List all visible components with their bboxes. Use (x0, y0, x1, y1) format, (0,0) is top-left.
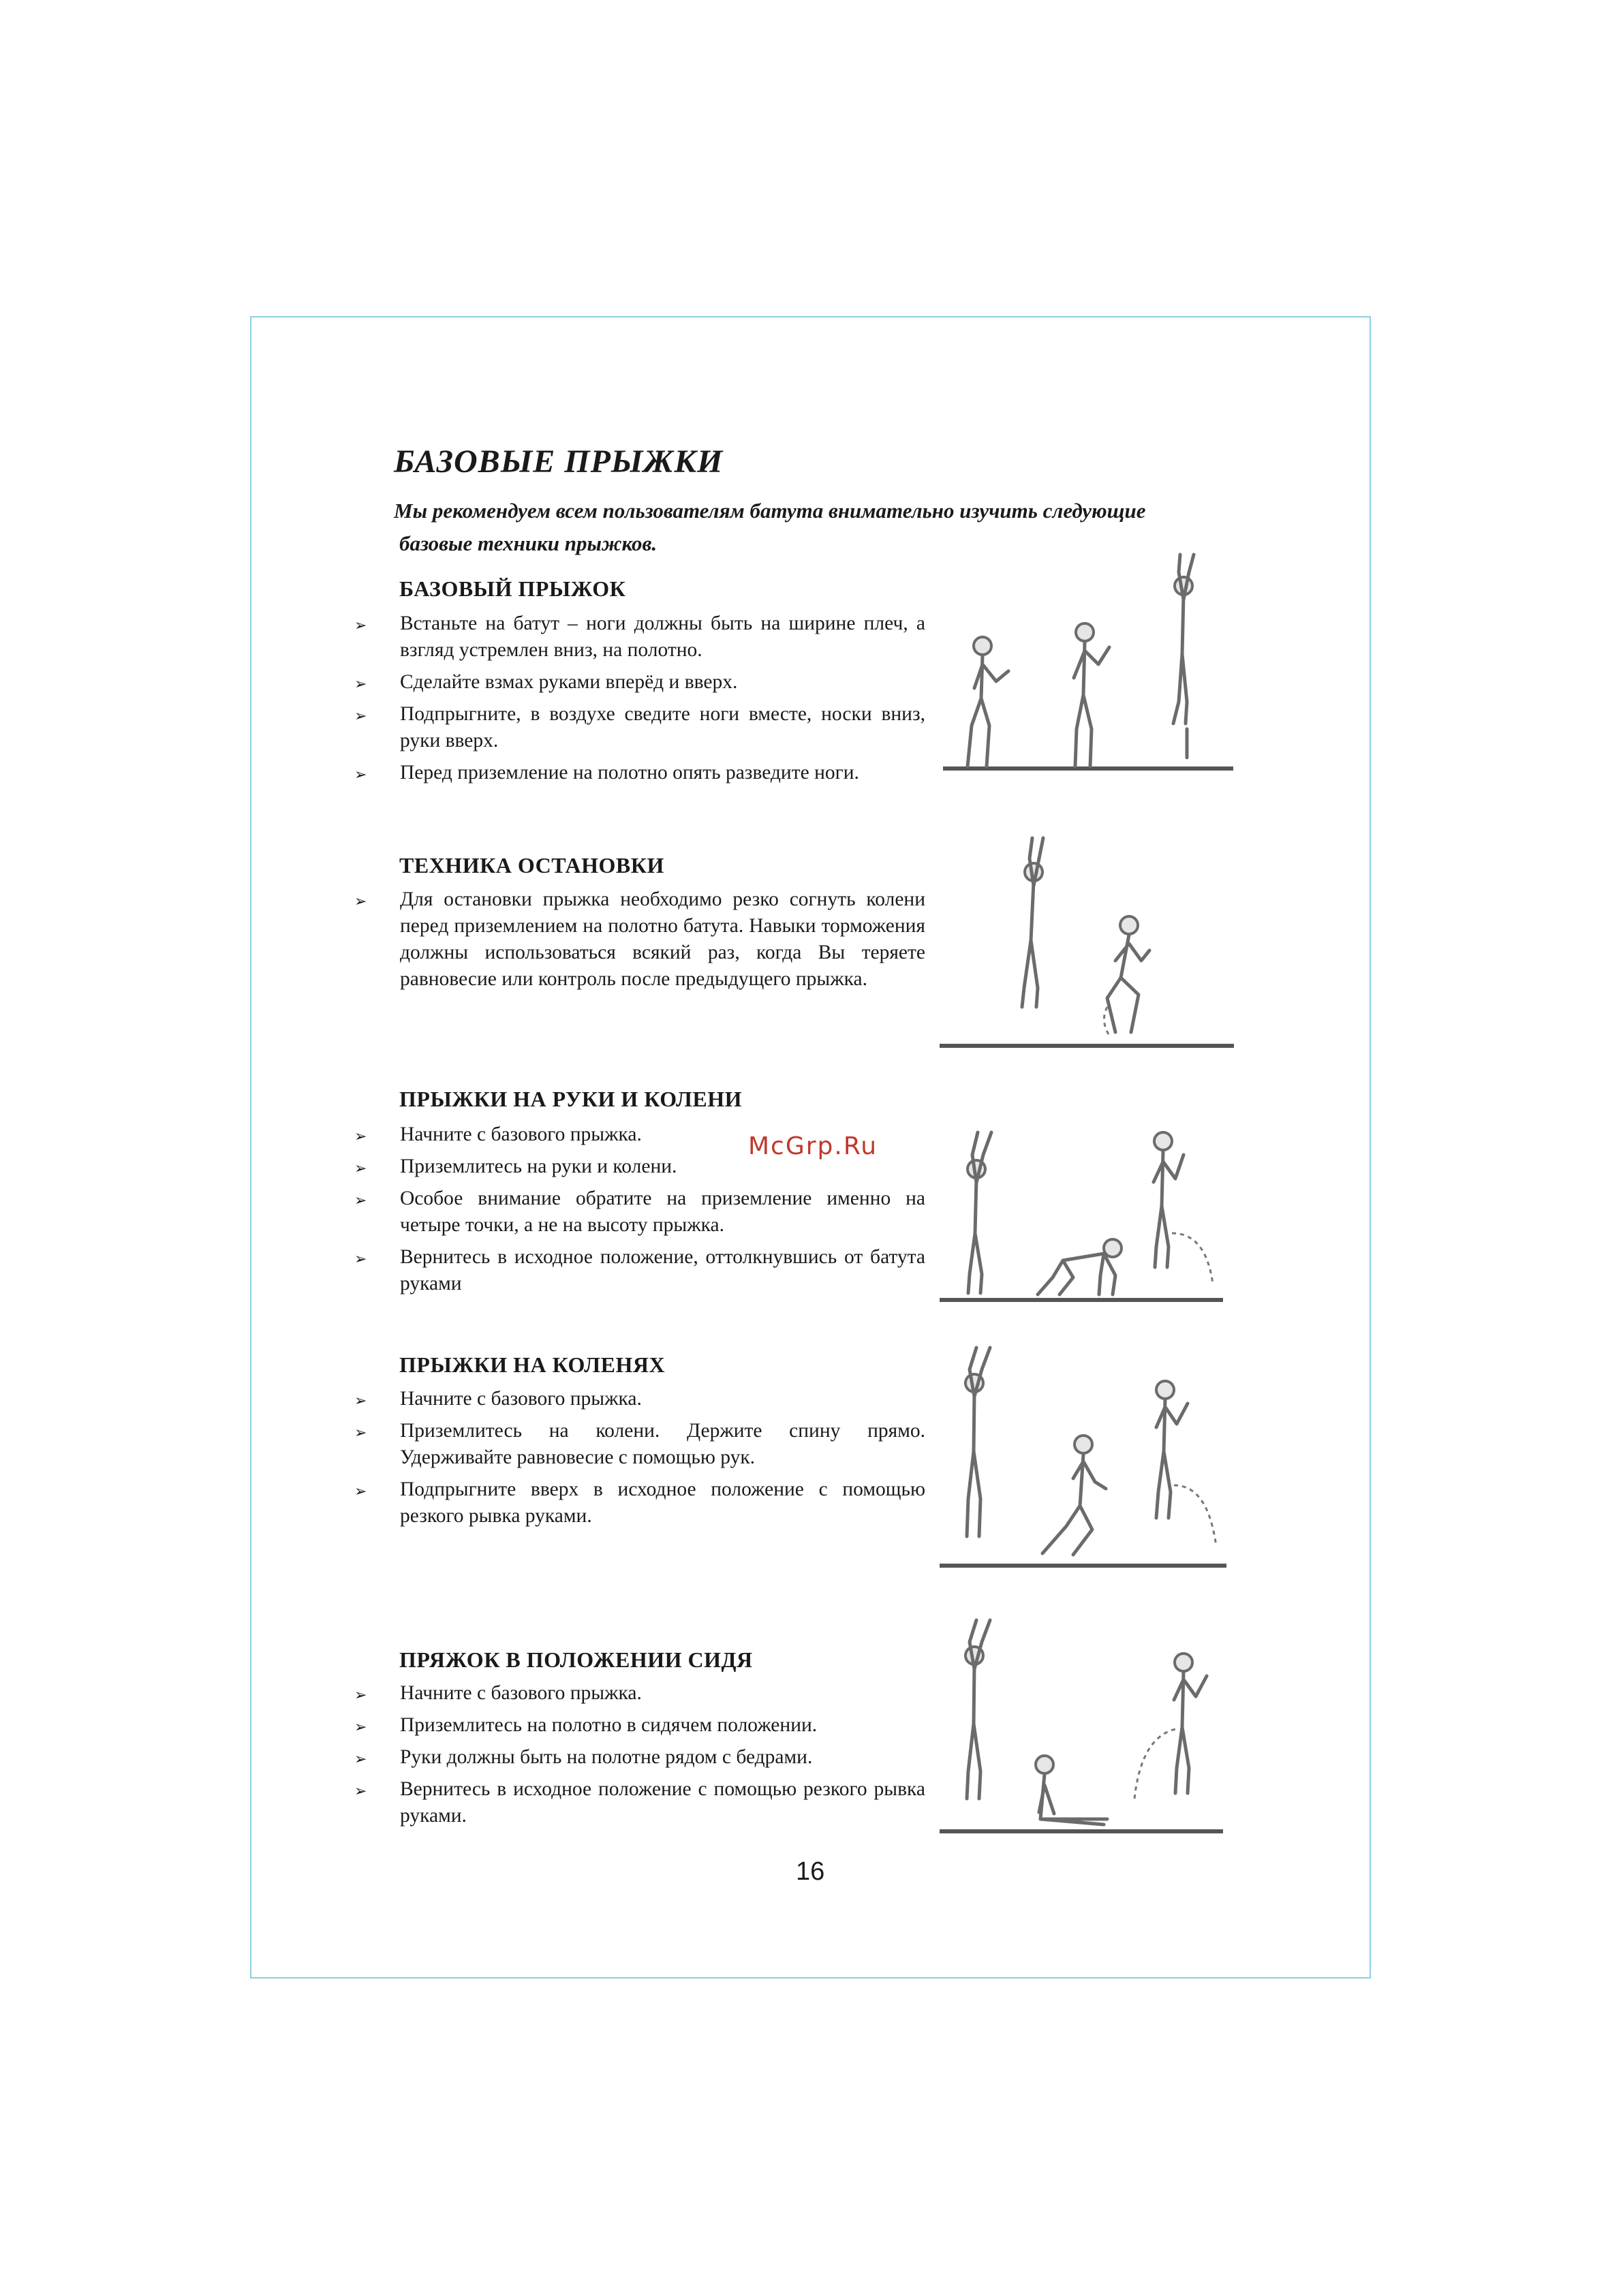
section-heading-seat-jump: ПРЯЖОК В ПОЛОЖЕНИИ СИДЯ (399, 1647, 753, 1672)
bullet-arrow-icon: ➢ (354, 675, 367, 692)
section-list-knee-jumps (354, 1386, 925, 1535)
page-number: 16 (796, 1857, 825, 1886)
seat-jump-illustration (937, 1615, 1237, 1846)
stop-technique-illustration (937, 824, 1237, 1056)
list-item: ➢ Начните с базового прыжка. (354, 1386, 925, 1412)
section-heading-hands-knees: ПРЫЖКИ НА РУКИ И КОЛЕНИ (399, 1087, 742, 1111)
bullet-arrow-icon: ➢ (354, 1718, 367, 1735)
list-item: ➢ Приземлитесь на колени. Держите спину прямо. Удерживайте равновесие с помощью рук. (354, 1420, 925, 1468)
section-list-basic-jump (354, 610, 925, 792)
list-item: ➢ Вернитесь в исходное положение, оттолкнувшись от батута руками (354, 1246, 925, 1294)
list-item: ➢ Вернитесь в исходное положение с помощью резкого рывка руками. (354, 1778, 925, 1827)
bullet-arrow-icon: ➢ (354, 893, 367, 910)
bullet-arrow-icon: ➢ (354, 1192, 367, 1209)
section-heading-basic-jump: БАЗОВЫЙ ПРЫЖОК (399, 576, 626, 601)
bullet-arrow-icon: ➢ (354, 1250, 367, 1267)
section-heading-knee-jumps: ПРЫЖКИ НА КОЛЕНЯХ (399, 1352, 666, 1377)
section-heading-stop-technique: ТЕХНИКА ОСТАНОВКИ (399, 853, 664, 878)
list-item: ➢ Приземлитесь на полотно в сидячем положении. (354, 1712, 925, 1739)
list-item: ➢ Перед приземление на полотно опять разведите ноги. (354, 760, 925, 786)
bullet-arrow-icon: ➢ (354, 1424, 367, 1441)
list-item: ➢ Начните с базового прыжка. (354, 1680, 925, 1707)
list-item: ➢ Приземлитесь на руки и колени. (354, 1153, 925, 1180)
bullet-arrow-icon: ➢ (354, 1483, 367, 1500)
watermark: McGrp.Ru (748, 1132, 878, 1160)
list-item: ➢ Руки должны быть на полотне рядом с бедрами. (354, 1744, 925, 1771)
list-item: ➢ Для остановки прыжка необходимо резко согнуть колени перед приземлением на полотно батута. Навыки торможения должны использоваться всякий раз, когда Вы теряете равновесие или контроль после предыдущего прыжка. (354, 888, 925, 990)
list-item: ➢ Подпрыгните, в воздухе сведите ноги вместе, носки вниз, руки вверх. (354, 703, 925, 751)
knee-jumps-illustration (937, 1342, 1237, 1574)
list-item: ➢ Особое внимание обратите на приземление именно на четыре точки, а не на высоту прыжка. (354, 1188, 925, 1236)
bullet-arrow-icon: ➢ (354, 1782, 367, 1799)
intro-line-2: базовые техники прыжков. (399, 531, 658, 555)
bullet-arrow-icon: ➢ (354, 1392, 367, 1409)
bullet-arrow-icon: ➢ (354, 1750, 367, 1767)
list-item: ➢ Начните с базового прыжка. (354, 1121, 925, 1148)
hands-knees-illustration (937, 1124, 1237, 1308)
bullet-arrow-icon: ➢ (354, 766, 367, 783)
page-title: БАЗОВЫЕ ПРЫЖКИ (394, 444, 724, 480)
list-item: ➢ Подпрыгните вверх в исходное положение с помощью резкого рывка руками. (354, 1478, 925, 1527)
basic-jump-illustration (940, 545, 1240, 777)
bullet-arrow-icon: ➢ (354, 1160, 367, 1177)
bullet-arrow-icon: ➢ (354, 707, 367, 724)
list-item: ➢ Сделайте взмах руками вперёд и вверх. (354, 669, 925, 696)
section-list-seat-jump (354, 1680, 925, 1835)
list-item: ➢ Встаньте на батут – ноги должны быть на ширине плеч, а взгляд устремлен вниз, на полотно. (354, 612, 925, 661)
intro-line-1: Мы рекомендуем всем пользователям батута внимательно изучить следующие (394, 499, 1146, 523)
bullet-arrow-icon: ➢ (354, 617, 367, 634)
section-list-stop-technique (354, 886, 925, 998)
bullet-arrow-icon: ➢ (354, 1686, 367, 1703)
bullet-arrow-icon: ➢ (354, 1128, 367, 1145)
